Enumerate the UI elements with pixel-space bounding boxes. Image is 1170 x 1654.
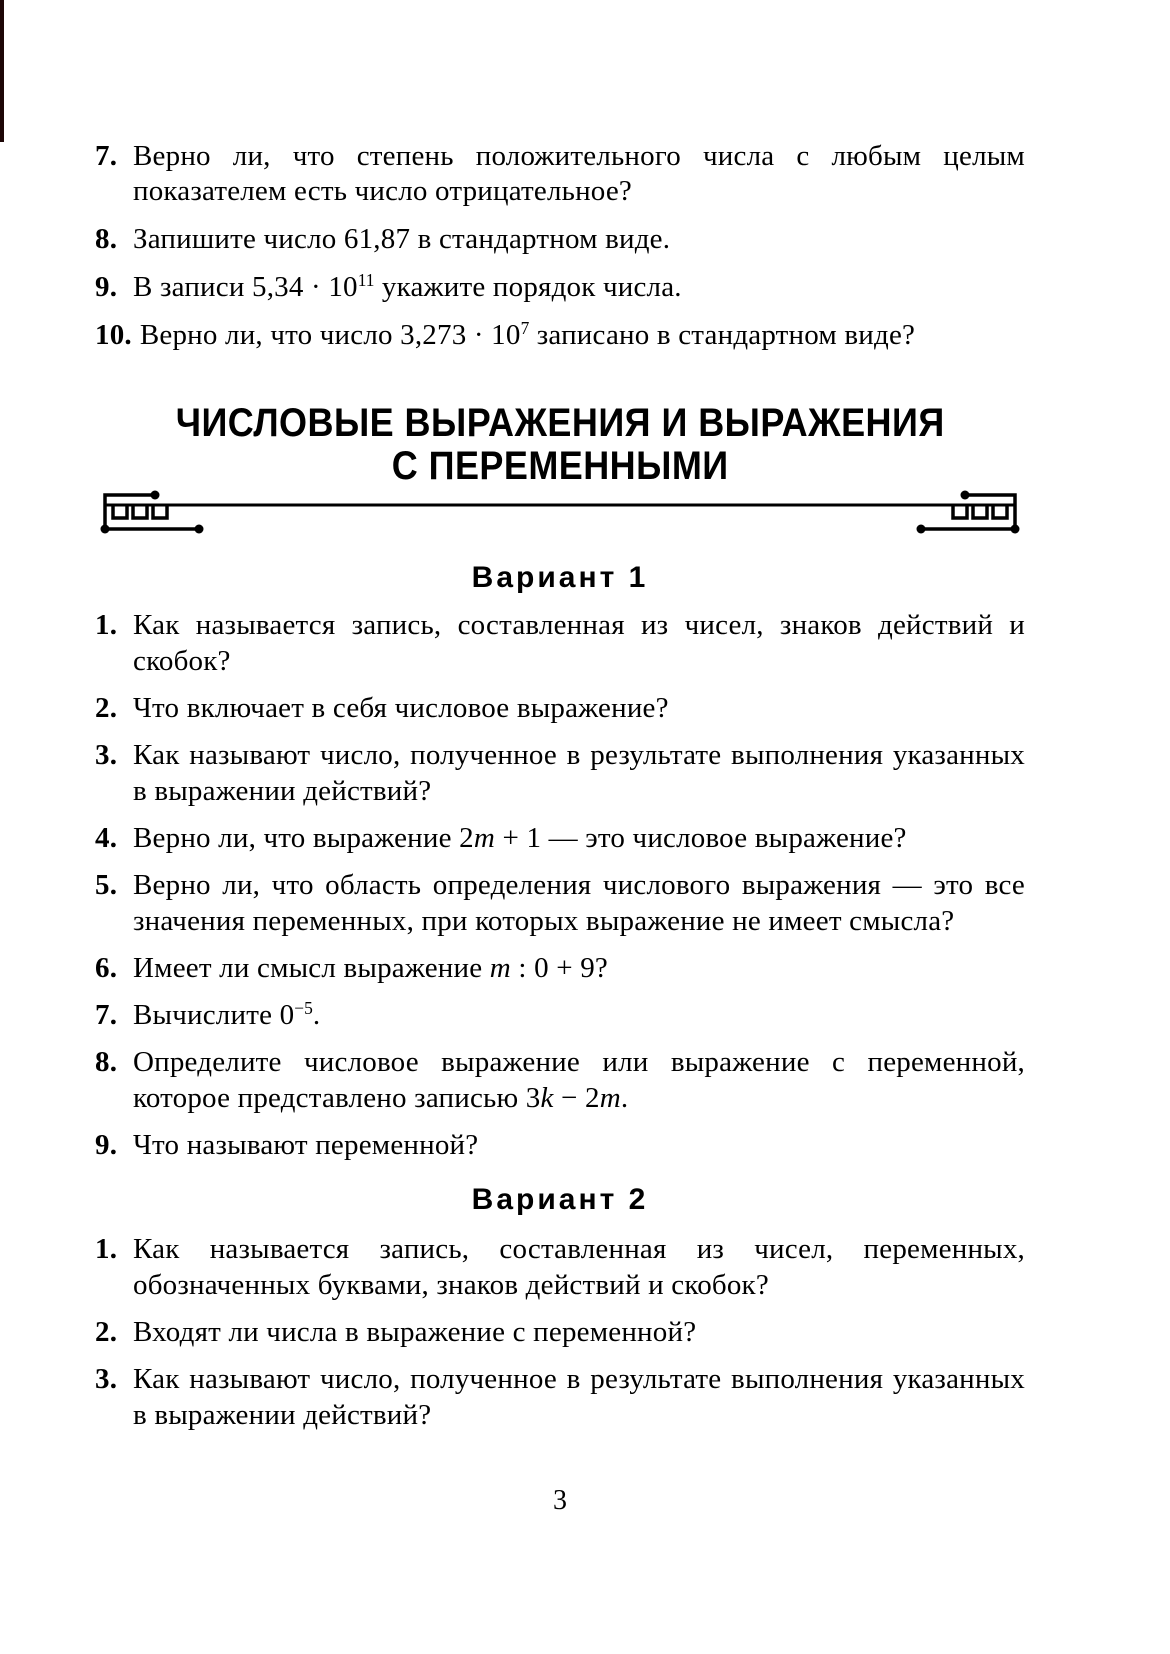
question-text: Определите числовое выражение или выражение с переменной, которое представлено записью 3k − 2m.	[133, 1046, 1025, 1114]
question-number: 9.	[95, 1129, 118, 1161]
question-number: 2.	[95, 1316, 118, 1348]
section-title-line1: ЧИСЛОВЫЕ ВЫРАЖЕНИЯ И ВЫРАЖЕНИЯ	[175, 401, 945, 445]
question-number: 3.	[95, 1363, 118, 1395]
variant-2-question-list	[95, 1231, 1025, 1433]
question-text: Как называют число, полученное в результате выполнения указанных в выражении действий?	[133, 739, 1025, 807]
question-text: Как называют число, полученное в результате выполнения указанных в выражении действий?	[133, 1363, 1025, 1431]
question-item	[95, 270, 1025, 305]
divider-ornament-left	[105, 495, 199, 529]
question-item	[95, 950, 1025, 986]
question-item	[95, 820, 1025, 856]
page-content	[95, 0, 1025, 1433]
superscript: 7	[520, 318, 530, 339]
question-number: 5.	[95, 869, 118, 901]
divider-ornament-right	[921, 495, 1015, 529]
question-text: Что называют переменной?	[133, 1129, 479, 1161]
question-number: 4.	[95, 822, 118, 854]
question-number: 6.	[95, 952, 118, 984]
question-number: 3.	[95, 739, 118, 771]
question-number: 1.	[95, 1233, 118, 1265]
question-number: 9.	[95, 271, 118, 303]
question-item	[95, 867, 1025, 939]
question-item	[95, 318, 1025, 353]
question-item	[95, 1361, 1025, 1433]
question-text: Верно ли, что число $3,273 \cdot 10^7$ записано в стандартном виде?	[139, 318, 916, 351]
question-item	[95, 1127, 1025, 1163]
superscript: −5	[294, 998, 313, 1019]
question-number: 8.	[95, 223, 118, 255]
question-number: 7.	[95, 140, 118, 172]
section-title-line2: С ПЕРЕМЕННЫМИ	[391, 444, 729, 488]
question-text: Верно ли, что область определения числового выражения — это все значения переменных, при которых выражение не имеет смысла?	[133, 869, 1025, 937]
question-text: Вычислите $0^{-5}$.	[133, 998, 321, 1031]
section-title	[95, 402, 1025, 488]
math-variable: m	[599, 1082, 621, 1114]
question-item	[95, 737, 1025, 809]
question-number: 1.	[95, 609, 118, 641]
question-text: Запишите число 61,87 в стандартном виде.	[133, 223, 671, 255]
question-text: Верно ли, что степень положительного числа с любым целым показателем есть число отрицательное?	[133, 140, 1025, 207]
question-item	[95, 1314, 1025, 1350]
question-number: 10.	[95, 319, 132, 351]
question-text: Как называется запись, составленная из чисел, знаков действий и скобок?	[133, 609, 1025, 677]
superscript: 11	[357, 270, 375, 291]
divider-dots	[101, 491, 1020, 534]
section-divider	[95, 488, 1025, 534]
question-text: Входят ли числа в выражение с переменной?	[133, 1316, 697, 1348]
question-item	[95, 139, 1025, 209]
question-item	[95, 997, 1025, 1033]
question-text: Верно ли, что выражение 2m + 1 — это числовое выражение?	[133, 822, 907, 854]
question-number: 7.	[95, 999, 118, 1031]
question-text: Имеет ли смысл выражение m : 0 + 9?	[133, 952, 608, 984]
question-item	[95, 607, 1025, 679]
question-item	[95, 1044, 1025, 1116]
question-text: Что включает в себя числовое выражение?	[133, 692, 669, 724]
question-item	[95, 222, 1025, 257]
math-variable: k	[540, 1082, 554, 1114]
question-item	[95, 690, 1025, 726]
math-variable: m	[473, 822, 495, 854]
top-question-list	[95, 139, 1025, 353]
question-text: Как называется запись, составленная из чисел, переменных, обозначенных буквами, знаков действий и скобок?	[133, 1233, 1025, 1301]
question-number: 2.	[95, 692, 118, 724]
question-text: В записи $5,34 \cdot 10^{11}$ укажите порядок числа.	[133, 270, 682, 303]
variant-1-question-list	[95, 607, 1025, 1163]
variant-2-title: Вариант 2	[471, 1183, 649, 1216]
variant-1-title: Вариант 1	[471, 561, 649, 594]
math-variable: m	[489, 952, 511, 984]
question-item	[95, 1231, 1025, 1303]
page-edge-mark	[0, 0, 4, 142]
page-number: 3	[553, 1485, 567, 1516]
question-number: 8.	[95, 1046, 118, 1078]
